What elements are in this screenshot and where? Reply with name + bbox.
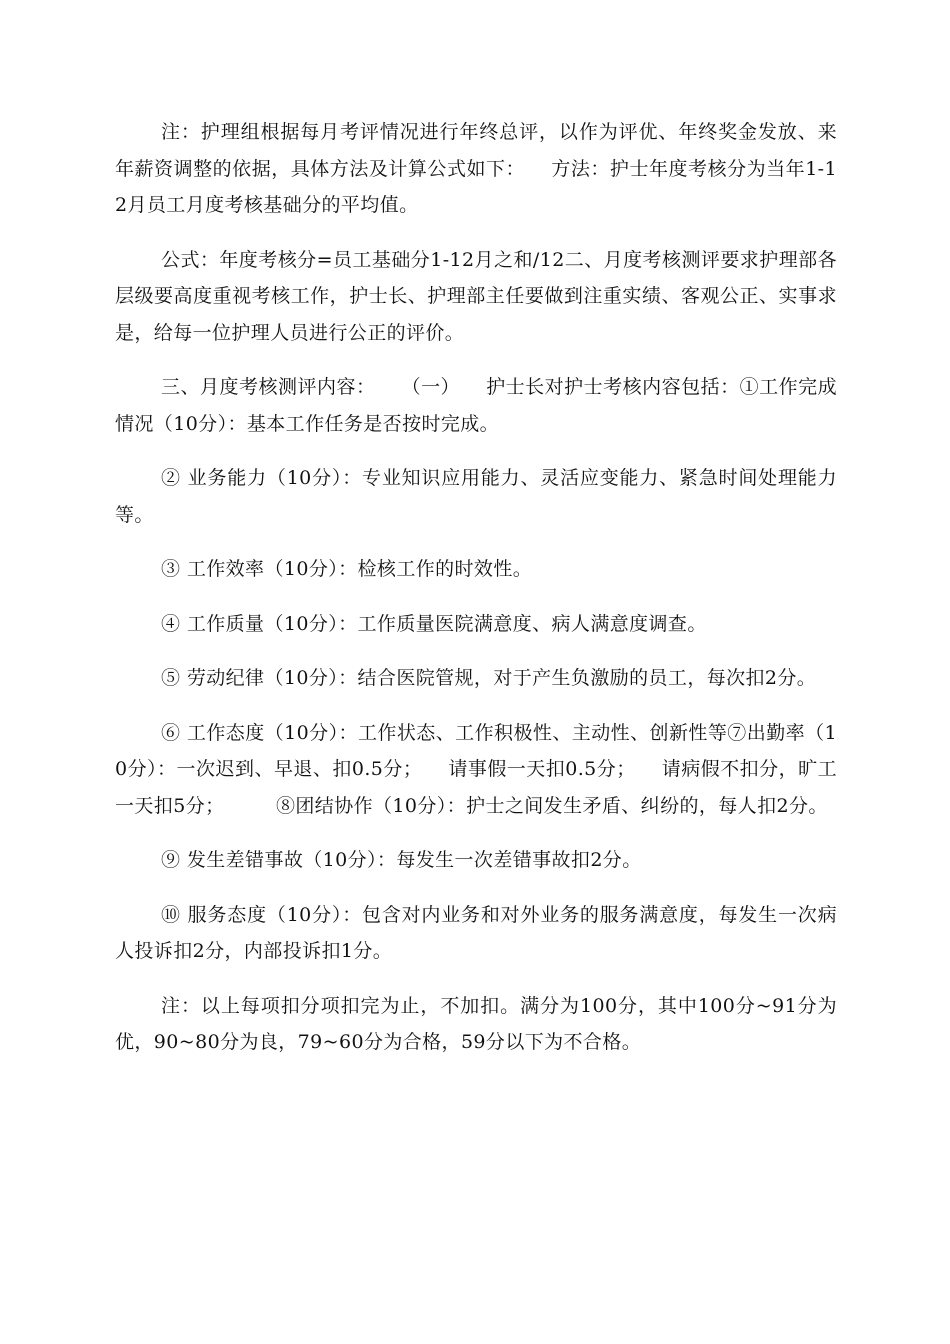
paragraph-work-quality: ④ 工作质量（10分）：工作质量医院满意度、病人满意度调查。 [161,612,707,635]
paragraph-work-efficiency: ③ 工作效率（10分）：检核工作的时效性。 [161,558,533,580]
document-body [115,114,837,1079]
paragraph-labor-discipline: ⑤ 劳动纪律（10分）：结合医院管规，对于产生负激励的员工，每次扣2分。 [161,667,817,689]
paragraph-errors-accidents: ⑨ 发生差错事故（10分）：每发生一次差错事故扣2分。 [161,849,642,871]
paragraph-evaluation-content: 三、月度考核测评内容： （一） 护士长对护士考核内容包括：①工作完成情况（10分）：基本工作任务是否按时完成。 [115,376,837,435]
paragraph-work-attitude-attendance: ⑥ 工作态度（10分）：工作状态、工作积极性、主动性、创新性等⑦出勤率（10分）：一次迟到、早退、扣0.5分； 请事假一天扣0.5分； 请病假不扣分，旷工一天扣5分； ⑧团结协作（10分）：护士之间发生矛盾、纠纷的，每人扣2分。 [115,721,837,817]
paragraph-business-ability: ② 业务能力（10分）：专业知识应用能力、灵活应变能力、紧急时间处理能力等。 [115,467,837,526]
paragraph-scoring-note: 注：以上每项扣分项扣完为止，不加扣。满分为100分，其中100分~91分为优，90~80分为良，79~60分为合格，59分以下为不合格。 [115,994,837,1053]
paragraph-service-attitude: ⑩ 服务态度（10分）：包含对内业务和对外业务的服务满意度，每发生一次病人投诉扣2分，内部投诉扣1分。 [115,903,837,962]
paragraph-formula: 公式：年度考核分=员工基础分1-12月之和/12二、月度考核测评要求护理部各层级要高度重视考核工作，护士长、护理部主任要做到注重实绩、客观公正、实事求是，给每一位护理人员进行公正的评价。 [115,248,837,344]
paragraph-annual-evaluation-note: 注：护理组根据每月考评情况进行年终总评，以作为评优、年终奖金发放、来年薪资调整的依据，具体方法及计算公式如下： 方法：护士年度考核分为当年1-12月员工月度考核基础分的平均值。 [115,121,837,216]
